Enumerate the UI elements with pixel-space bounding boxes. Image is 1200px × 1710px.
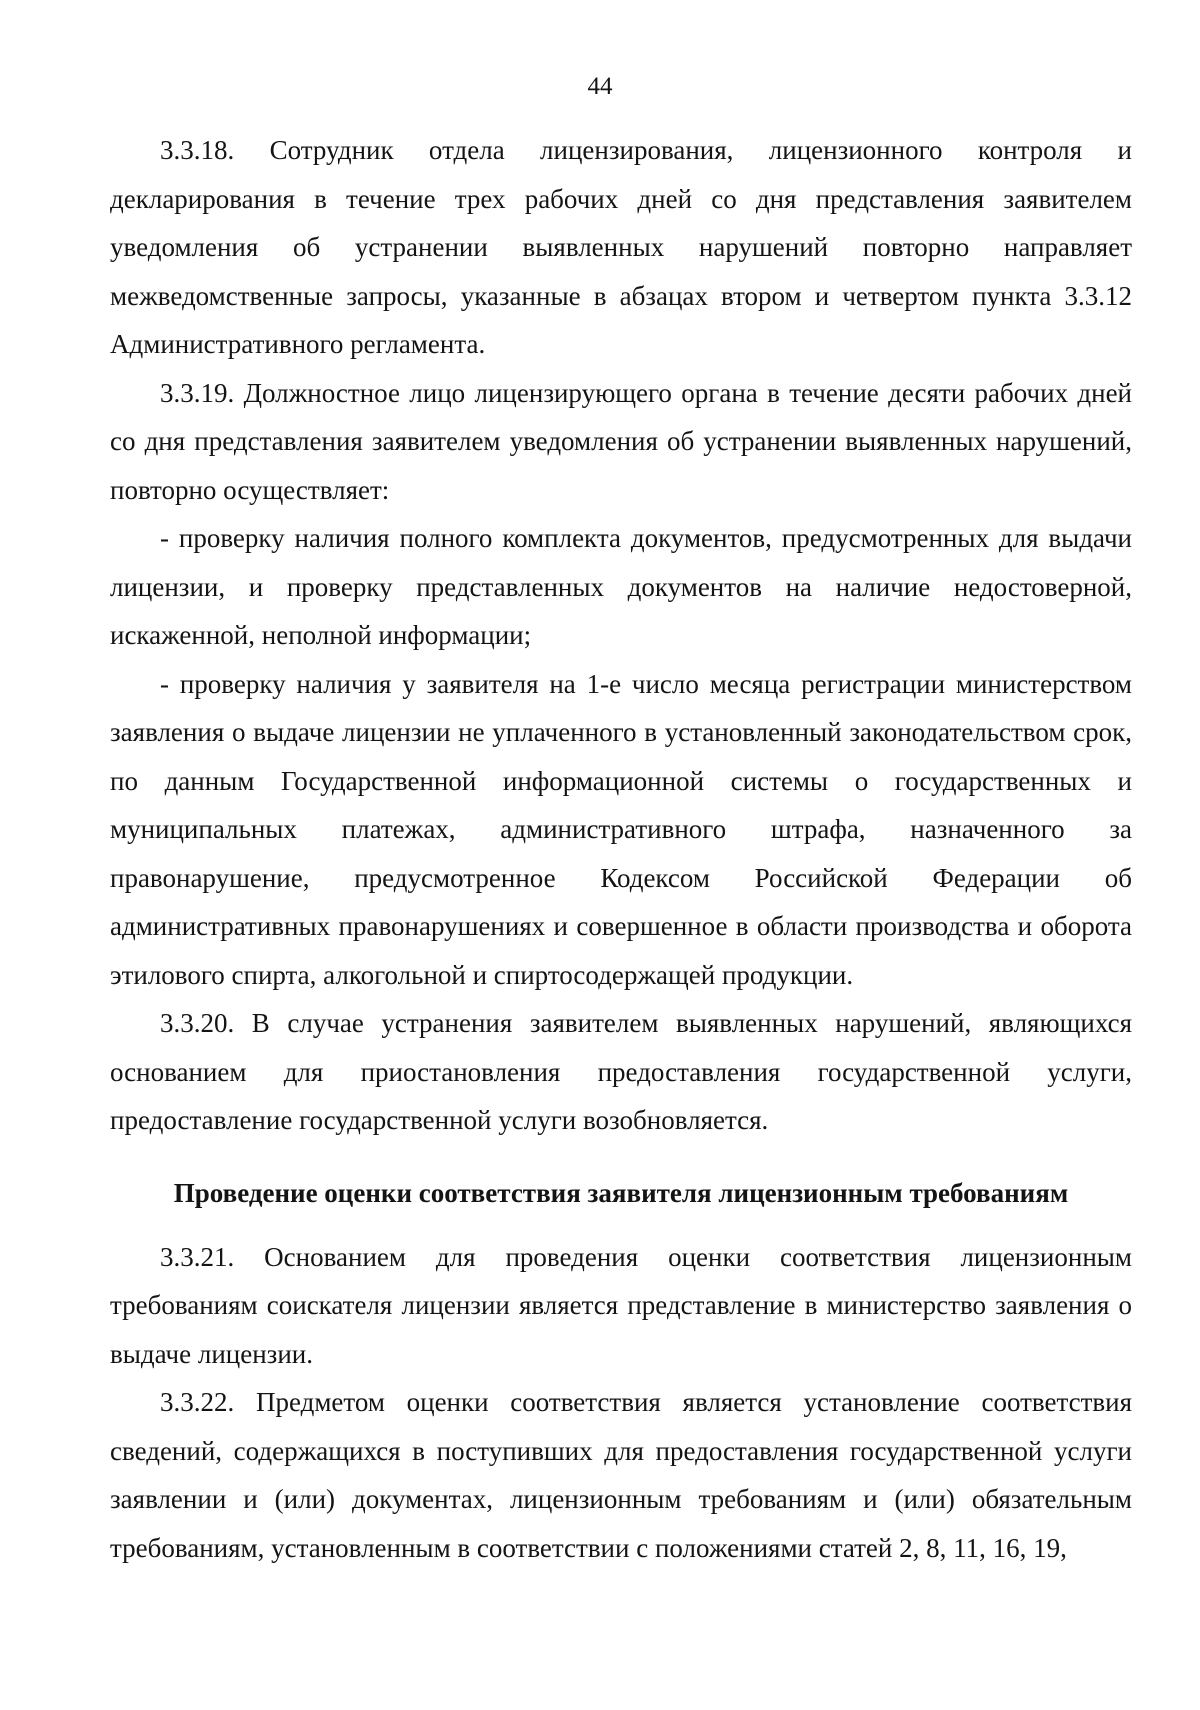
list-item-fine-check: - проверку наличия у заявителя на 1-е число месяца регистрации министерством заявления о выдаче лицензии не уплаченного в установленный законодательством срок, по данным Государственной информационной системы о государственных и муниципальных платежах, административного штрафа, назначенного за правонарушение, предусмотренное Кодексом Российской Федерации об административных правонарушениях и совершенное в области производства и оборота этилового спирта, алкогольной и спиртосодержащей продукции. [110, 668, 1132, 990]
paragraph-3-3-20: 3.3.20. В случае устранения заявителем выявленных нарушений, являющихся основанием для приостановления предоставления государственной услуги, предоставление государственной услуги возобновляется. [110, 1008, 1132, 1135]
paragraph-3-3-18: 3.3.18. Сотрудник отдела лицензирования, лицензионного контроля и декларирования в течение трех рабочих дней со дня представления заявителем уведомления об устранении выявленных нарушений повторно направляет межведомственные запросы, указанные в абзацах втором и четвертом пункта 3.3.12 Административного регламента. [110, 135, 1132, 359]
document-body [110, 126, 1132, 1572]
page-number: 44 [587, 73, 613, 100]
section-heading: Проведение оценки соответствия заявителя лицензионным требованиям [173, 1177, 1069, 1208]
list-item-document-check: - проверку наличия полного комплекта документов, предусмотренных для выдачи лицензии, и проверку представленных документов на наличие недостоверной, искаженной, неполной информации; [110, 523, 1132, 650]
paragraph-3-3-19: 3.3.19. Должностное лицо лицензирующего органа в течение десяти рабочих дней со дня представления заявителем уведомления об устранении выявленных нарушений, повторно осуществляет: [110, 377, 1132, 505]
paragraph-3-3-21: 3.3.21. Основанием для проведения оценки соответствия лицензионным требованиям соискателя лицензии является представление в министерство заявления о выдаче лицензии. [110, 1241, 1132, 1369]
paragraph-3-3-22: 3.3.22. Предметом оценки соответствия является установление соответствия сведений, содержащихся в поступивших для предоставления государственной услуги заявлении и (или) документах, лицензионным требованиям и (или) обязательным требованиям, установленным в соответствии с положениями статей 2, 8, 11, 16, 19, [110, 1387, 1132, 1563]
